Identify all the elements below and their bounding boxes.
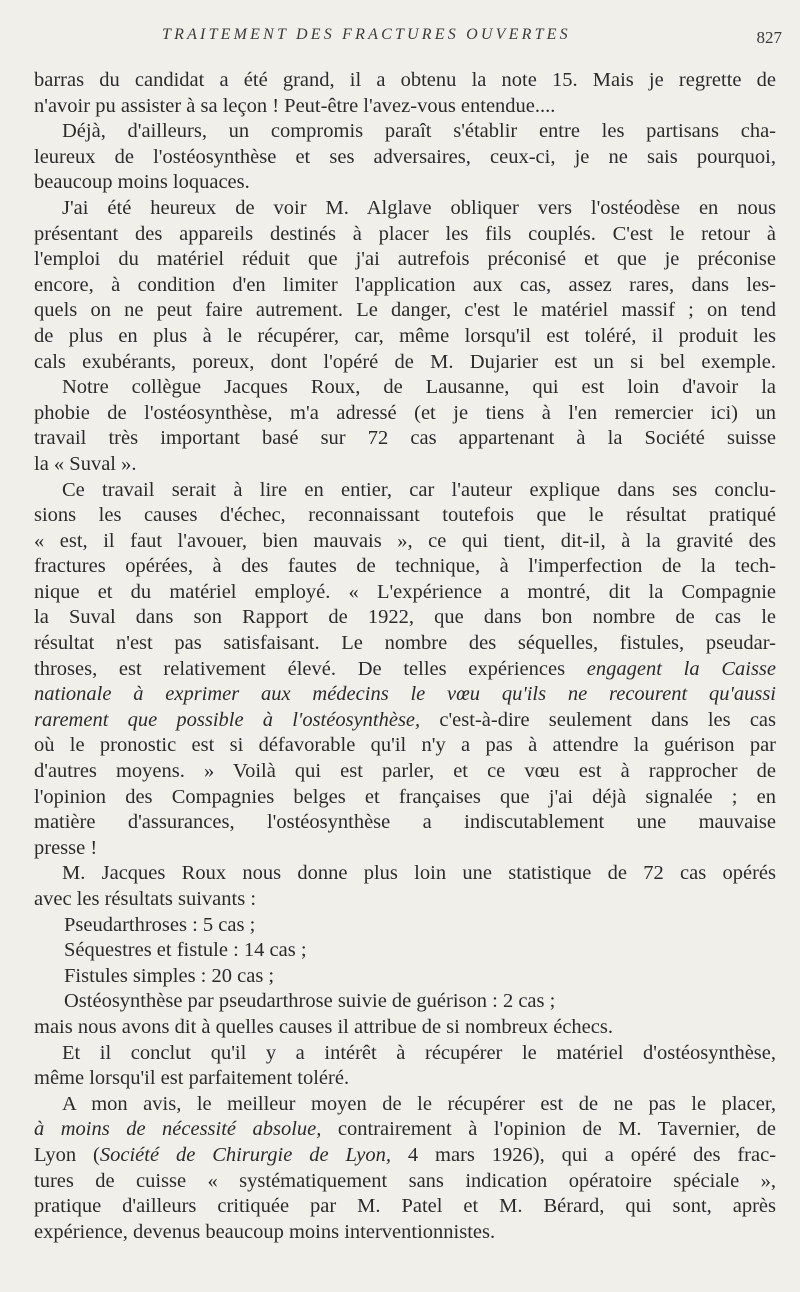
text-line: avec les résultats suivants : xyxy=(34,888,257,910)
text-line: beaucoup moins loquaces. xyxy=(34,171,250,194)
text-line: J'ai été heureux de voir M. Alglave obliquer vers l'ostéodèse en nous xyxy=(62,196,776,219)
text-line: mais nous avons dit à quelles causes il attribue de si nombreux échecs. xyxy=(34,1015,613,1038)
text-line: même lorsqu'il est parfaitement toléré. xyxy=(34,1067,350,1090)
text-line: Notre collègue Jacques Roux, de Lausanne, qui est loin d'avoir la xyxy=(62,376,776,399)
text-line: encore, à condition d'en limiter l'application aux cas, assez rares, dans les- xyxy=(34,273,776,296)
text-line: A mon avis, le meilleur moyen de le récupérer est de ne pas le placer, xyxy=(62,1092,776,1115)
text-line: la Suval dans son Rapport de 1922, que dans bon nombre de cas le xyxy=(34,606,776,629)
text-line: « est, il faut l'avouer, bien mauvais », ce qui tient, dit-il, à la gravité des xyxy=(34,529,776,552)
text-line: matière d'assurances, l'ostéosynthèse a indiscutablement une mauvaise xyxy=(34,811,776,834)
text-line: Et il conclut qu'il y a intérêt à récupérer le matériel d'ostéosynthèse, xyxy=(62,1041,776,1064)
text-line: tures de cuisse « systématiquement sans indication opératoire spéciale », xyxy=(34,1169,776,1192)
text-line: phobie de l'ostéosynthèse, m'a adressé (et je tiens à l'en remercier ici) un xyxy=(34,401,776,424)
text-line: quels on ne peut faire autrement. Le danger, c'est le matériel massif ; on tend xyxy=(34,299,776,322)
text-line: cals exubérants, poreux, dont l'opéré de M. Dujarier est un si bel exemple. xyxy=(34,350,776,373)
text-line: l'emploi du matériel réduit que j'ai autrefois préconisé et que je préconise xyxy=(34,248,776,271)
text-line: presse ! xyxy=(34,836,98,859)
text-line: Lyon (Société de Chirurgie de Lyon, 4 mars 1926), qui a opéré des frac- xyxy=(34,1143,777,1166)
italic-quote: rarement que possible à l'ostéosynthèse, xyxy=(34,708,421,731)
text-line: expérience, devenus beaucoup moins interventionnistes. xyxy=(34,1220,496,1243)
text-line: barras du candidat a été grand, il a obtenu la note 15. Mais je regrette de xyxy=(34,69,776,91)
stat-item: Fistules simples : 20 cas ; xyxy=(64,964,275,987)
running-title: TRAITEMENT DES FRACTURES OUVERTES xyxy=(162,26,571,43)
text-line: d'autres moyens. » Voilà qui est parler, et ce vœu est à rapprocher de xyxy=(34,760,776,783)
text-line: nique et du matériel employé. « L'expérience a montré, dit la Compagnie xyxy=(34,580,776,603)
italic-citation: Société de Chirurgie de Lyon, xyxy=(99,1143,391,1166)
text-line: pratique d'ailleurs critiquée par M. Patel et M. Bérard, qui sont, après xyxy=(34,1195,776,1218)
text-line: à moins de nécessité absolue, contrairement à l'opinion de M. Tavernier, de xyxy=(34,1118,777,1141)
text-line: où le pronostic est si défavorable qu'il n'y a pas à attendre la guérison par xyxy=(34,734,776,757)
text-line: la « Suval ». xyxy=(34,452,137,475)
page-header xyxy=(34,26,784,52)
text-line: fractures opérées, à des fautes de technique, à l'imperfection de la tech- xyxy=(34,555,776,578)
text-line xyxy=(34,682,776,708)
stat-item: Séquestres et fistule : 14 cas ; xyxy=(64,939,307,962)
text-line: rarement que possible à l'ostéosynthèse, c'est-à-dire seulement dans les cas xyxy=(34,708,776,731)
page-number: 827 xyxy=(756,28,782,47)
italic-quote: engagent la Caisse xyxy=(586,657,777,680)
stat-item: Ostéosynthèse par pseudarthrose suivie de guérison : 2 cas ; xyxy=(64,990,556,1013)
text-line: Ce travail serait à lire en entier, car l'auteur explique dans ses conclu- xyxy=(62,478,776,501)
text-line: sions les causes d'échec, reconnaissant toutefois que le résultat pratiqué xyxy=(34,504,776,527)
text-line: leureux de l'ostéosynthèse et ses adversaires, ceux-ci, je ne sais pourquoi, xyxy=(34,145,776,168)
italic-quote: nationale à exprimer aux médecins le vœu qu'ils ne recourent qu'aussi xyxy=(34,683,776,706)
text-line: résultat n'est pas satisfaisant. Le nombre des séquelles, fistules, pseudar- xyxy=(34,632,776,655)
text-line: M. Jacques Roux nous donne plus loin une statistique de 72 cas opérés xyxy=(62,862,776,885)
italic-phrase: à moins de nécessité absolue, xyxy=(34,1118,322,1141)
body-text xyxy=(34,68,776,1245)
text-line: n'avoir pu assister à sa leçon ! Peut-être l'avez-vous entendue.... xyxy=(34,94,556,117)
text-line: de plus en plus à le récupérer, car, même lorsqu'il est toléré, il produit les xyxy=(34,324,776,347)
text-line: travail très important basé sur 72 cas appartenant à la Société suisse xyxy=(34,427,776,450)
text-line: throses, est relativement élevé. De telles expériences engagent la Caisse xyxy=(34,657,777,680)
text-line: Déjà, d'ailleurs, un compromis paraît s'établir entre les partisans cha- xyxy=(62,120,776,143)
stat-item: Pseudarthroses : 5 cas ; xyxy=(64,913,256,936)
text-line: présentant des appareils destinés à placer les fils couplés. C'est le retour à xyxy=(34,222,776,245)
text-line: l'opinion des Compagnies belges et françaises que j'ai déjà signalée ; en xyxy=(34,785,776,808)
